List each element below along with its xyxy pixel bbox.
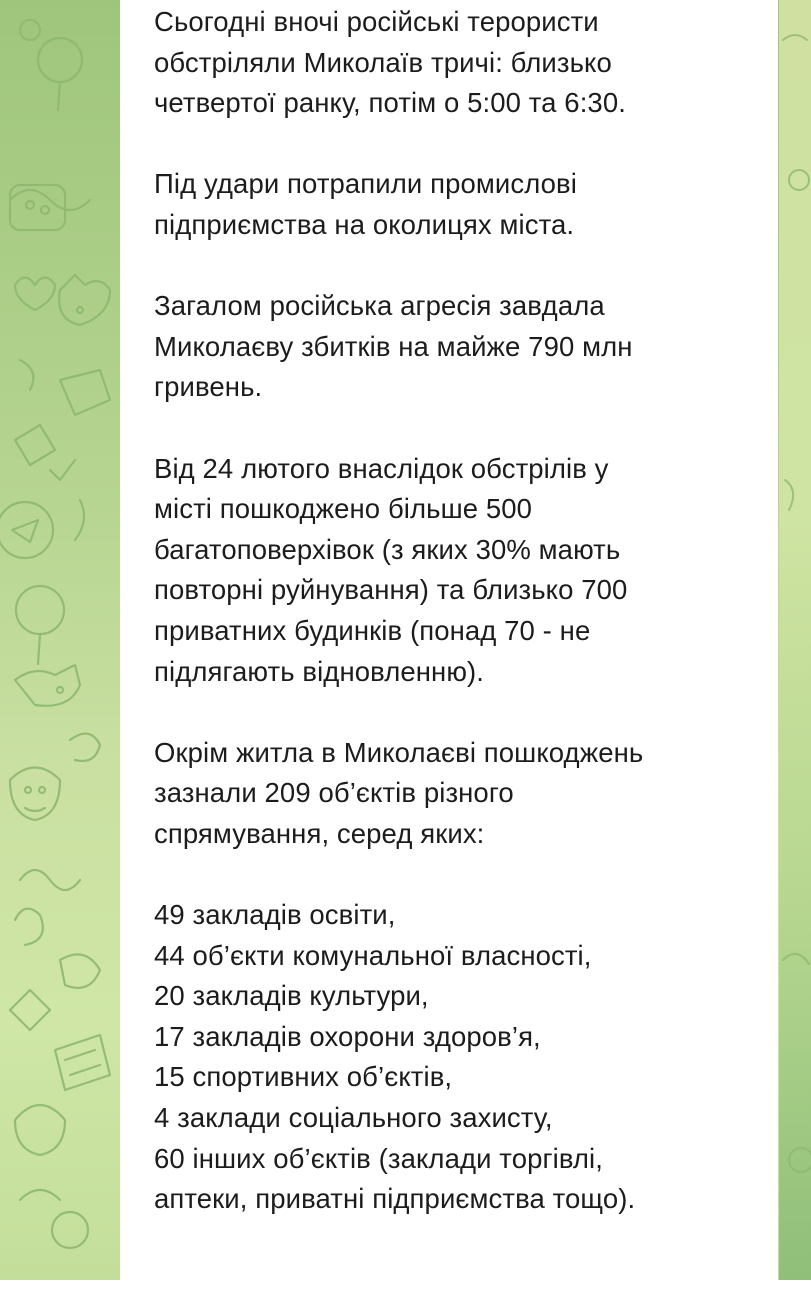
wallpaper-right-doodles	[779, 0, 811, 1280]
message-line: спрямування, серед яких:	[154, 817, 485, 849]
message-line: 60 інших об’єктів (заклади торгівлі,	[154, 1142, 603, 1174]
wallpaper-doodles	[0, 0, 120, 1280]
blank-line	[154, 408, 754, 449]
message-line: гривень.	[154, 371, 263, 403]
message-line: Загалом російська агресія завдала	[154, 290, 605, 322]
message-line: повторні руйнування) та близько 700	[154, 574, 628, 606]
message-line: Від 24 лютого внаслідок обстрілів у	[154, 452, 609, 484]
message-line: 20 закладів культури,	[154, 980, 429, 1012]
message-line: Окрім житла в Миколаєві пошкоджень	[154, 736, 644, 768]
blank-line	[154, 692, 754, 733]
blank-line	[154, 124, 754, 165]
message-line: приватних будинків (понад 70 - не	[154, 614, 591, 646]
message-line: підлягають відновленню).	[154, 655, 485, 687]
message-line: багатоповерхівок (з яких 30% мають	[154, 533, 621, 565]
message-line: обстріляли Миколаїв тричі: близько	[154, 46, 612, 78]
message-line: 44 об’єкти комунальної власності,	[154, 939, 592, 971]
blank-line	[154, 246, 754, 287]
message-line: 15 спортивних об’єктів,	[154, 1061, 453, 1093]
wallpaper-right-edge	[779, 0, 811, 1280]
message-line: 4 заклади соціального захисту,	[154, 1102, 553, 1134]
message-line: підприємства на околицях міста.	[154, 208, 575, 240]
message-line: Миколаєву збитків на майже 790 млн	[154, 330, 633, 362]
message-line: зазнали 209 об’єктів різного	[154, 777, 514, 809]
message-line: 17 закладів охорони здоров’я,	[154, 1020, 541, 1052]
message-line: Сьогодні вночі російські терористи	[154, 6, 599, 37]
message-line: Під удари потрапили промислові	[154, 168, 577, 200]
message-line: аптеки, приватні підприємства тощо).	[154, 1183, 636, 1215]
message-line: четвертої ранку, потім о 5:00 та 6:30.	[154, 87, 626, 119]
message-line: 49 закладів освіти,	[154, 899, 396, 931]
message-text	[154, 2, 754, 1220]
blank-line	[154, 854, 754, 895]
message-line: місті пошкоджено більше 500	[154, 493, 533, 525]
